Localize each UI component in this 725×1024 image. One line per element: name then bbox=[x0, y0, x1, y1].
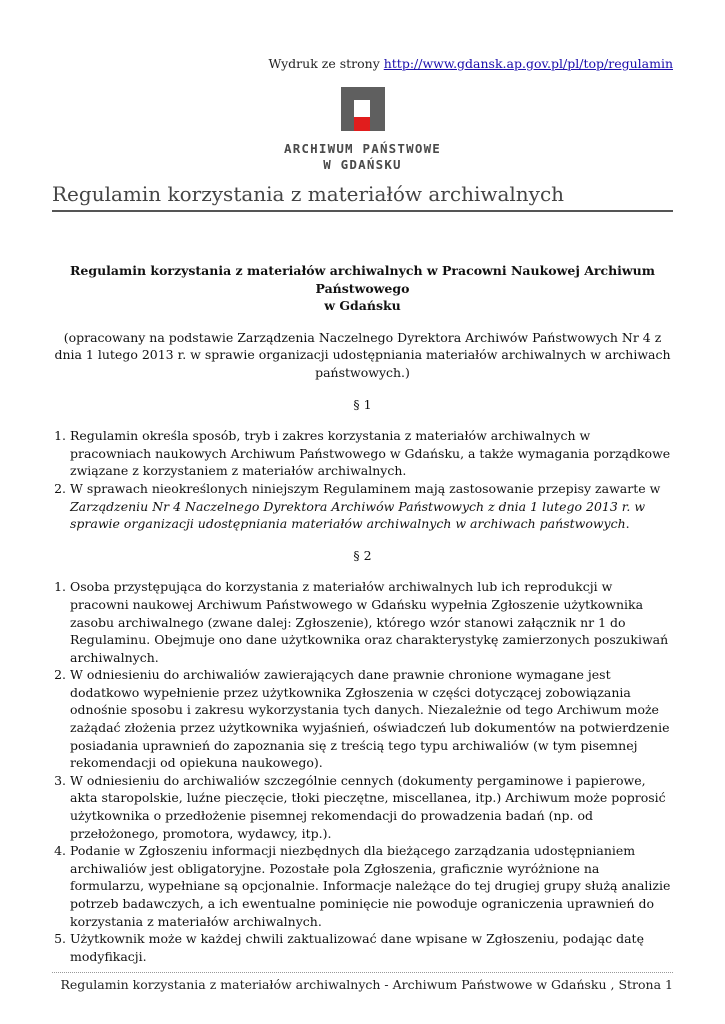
logo-line-2: W GDAŃSKU bbox=[323, 157, 402, 172]
list-item: 5. Użytkownik może w każdej chwili zaktualizować dane wpisane w Zgłoszeniu, podając datę modyfikacji. bbox=[70, 930, 673, 965]
archive-logo-icon bbox=[341, 87, 385, 131]
archive-logo bbox=[0, 87, 725, 173]
source-url-link[interactable]: http://www.gdansk.ap.gov.pl/pl/top/regulamin bbox=[383, 56, 673, 71]
section-1-heading: § 1 bbox=[353, 396, 372, 412]
list-item: 4. Podanie w Zgłoszeniu informacji niezbędnych dla bieżącego zarządzania udostępnianiem archiwaliów jest obligatoryjne. Pozostałe pola Zgłoszenia, graficznie wyróżnione na formularzu, wypełniane są opcjonalnie. Informacje należące do tej drugiej grupy służą analizie potrzeb badawczych, a ich ewentualne pominięcie nie powoduje ograniczenia uprawnień do korzystania z materiałów archiwalnych. bbox=[70, 842, 673, 930]
regulation-title-line-2: Państwowego bbox=[315, 280, 410, 296]
printed-from-line bbox=[269, 56, 673, 71]
list-item-suffix: . bbox=[625, 516, 630, 532]
list-item bbox=[70, 480, 673, 533]
list-item-emphasis: Zarządzeniu Nr 4 Naczelnego Dyrektora Archiwów Państwowych z dnia 1 lutego 2013 r. w sprawie organizacji udostępniania materiałów archiwalnych w archiwach państwowych bbox=[70, 498, 646, 532]
section-1-list bbox=[52, 427, 673, 533]
printed-from-label: Wydruk ze strony bbox=[268, 56, 380, 71]
regulation-title bbox=[52, 262, 673, 315]
regulation-title-line-1: Regulamin korzystania z materiałów archiwalnych w Pracowni Naukowej Archiwum bbox=[69, 263, 656, 278]
section-2-list bbox=[52, 578, 673, 965]
regulation-title-line-3: w Gdańsku bbox=[324, 298, 401, 314]
logo-line-1: ARCHIWUM PAŃSTWOWE bbox=[283, 141, 442, 156]
list-item-text: W sprawach nieokreślonych niniejszym Regulaminem mają zastosowanie przepisy zawarte w bbox=[70, 480, 661, 496]
list-item: 2. W odniesieniu do archiwaliów zawierających dane prawnie chronione wymagane jest dodatkowo wypełnienie przez użytkownika Zgłoszenia w części dotyczącej zobowiązania odnośnie sposobu i zakresu wykorzystania tych danych. Niezależnie od tego Archiwum może zażądać złożenia przez użytkownika wyjaśnień, oświadczeń lub dokumentów na potwierdzenie posiadania uprawnień do zapoznania się z treścią tego typu archiwaliów (w tym pisemnej rekomendacji od opiekuna naukowego). bbox=[70, 666, 673, 772]
legal-basis-note: (opracowany na podstawie Zarządzenia Naczelnego Dyrektora Archiwów Państwowych Nr 4 z dnia 1 lutego 2013 r. w sprawie organizacji udostępniania materiałów archiwalnych w archiwach państwowych.) bbox=[54, 329, 671, 380]
list-item: 3. W odniesieniu do archiwaliów szczególnie cennych (dokumenty pergaminowe i papierowe, akta staropolskie, luźne pieczęcie, tłoki pieczętne, miscellanea, itp.) Archiwum może poprosić użytkownika o przedłożenie pisemnej rekomendacji do prowadzenia badań (np. od przełożonego, promotora, wydawcy, itp.). bbox=[70, 772, 673, 842]
archive-logo-text bbox=[0, 141, 725, 173]
section-2-heading: § 2 bbox=[353, 547, 372, 563]
page-title: Regulamin korzystania z materiałów archiwalnych bbox=[52, 182, 673, 212]
page-footer: Regulamin korzystania z materiałów archiwalnych - Archiwum Państwowe w Gdańsku , Strona 1 bbox=[52, 972, 673, 992]
list-item: 1. Osoba przystępująca do korzystania z materiałów archiwalnych lub ich reprodukcji w pracowni naukowej Archiwum Państwowego w Gdańsku wypełnia Zgłoszenie użytkownika zasobu archiwalnego (zwane dalej: Zgłoszenie), którego wzór stanowi załącznik nr 1 do Regulaminu. Obejmuje ono dane użytkownika oraz charakterystykę zamierzonych poszukiwań archiwalnych. bbox=[70, 578, 673, 666]
document-body bbox=[52, 262, 673, 979]
list-item: 1. Regulamin określa sposób, tryb i zakres korzystania z materiałów archiwalnych w pracowniach naukowych Archiwum Państwowego w Gdańsku, a także wymagania porządkowe związane z korzystaniem z materiałów archiwalnych. bbox=[70, 427, 673, 480]
